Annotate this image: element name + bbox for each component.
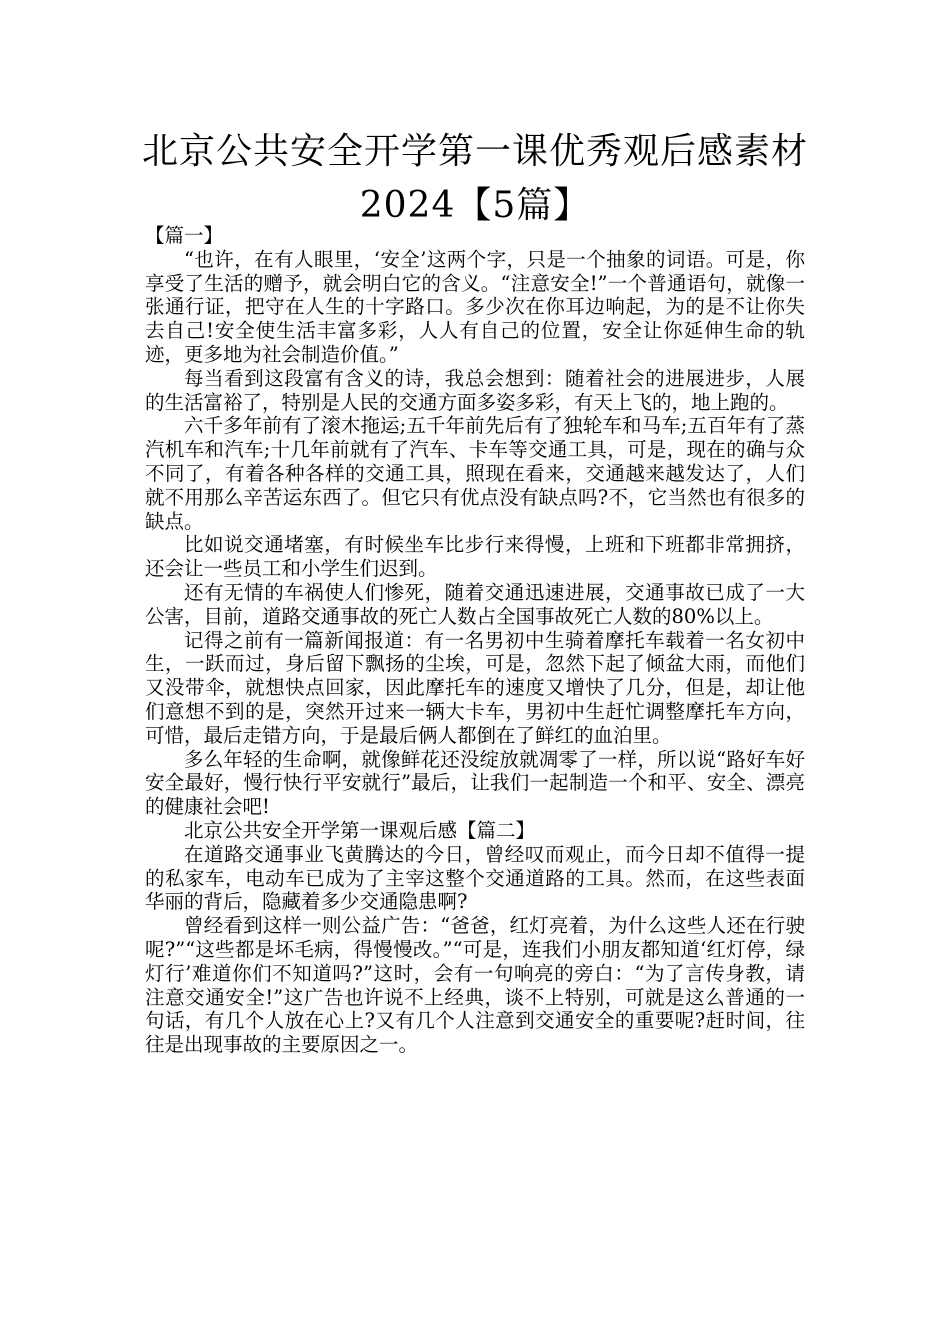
body-paragraph: 比如说交通堵塞，有时候坐车比步行来得慢，上班和下班都非常拥挤，还会让一些员工和小学生们迟到。	[145, 533, 805, 581]
document-title-line-1: 北京公共安全开学第一课优秀观后感素材	[141, 131, 808, 172]
document-body	[145, 224, 805, 1057]
document-title-line-2: 2024【5篇】	[359, 185, 591, 226]
body-paragraph: 六千多年前有了滚木拖运;五千年前先后有了独轮车和马车;五百年有了蒸汽机车和汽车;十几年前就有了汽车、卡车等交通工具，可是，现在的确与众不同了，有着各种各样的交通工具，照现在看来，交通越来越发达了，人们就不用那么辛苦运东西了。但它只有优点没有缺点吗?不，它当然也有很多的缺点。	[145, 414, 805, 533]
body-paragraph: 曾经看到这样一则公益广告：“爸爸，红灯亮着，为什么这些人还在行驶呢?”“这些都是坏毛病，得慢慢改。”“可是，连我们小朋友都知道‘红灯停，绿灯行’难道你们不知道吗?”这时，会有一句响亮的旁白：“为了言传身教，请注意交通安全!”这广告也许说不上经典，谈不上特别，可就是这么普通的一句话，有几个人放在心上?又有几个人注意到交通安全的重要呢?赶时间，往往是出现事故的主要原因之一。	[145, 914, 805, 1057]
body-paragraph: 记得之前有一篇新闻报道：有一名男初中生骑着摩托车载着一名女初中生，一跃而过，身后留下飘扬的尘埃，可是，忽然下起了倾盆大雨，而他们又没带伞，就想快点回家，因此摩托车的速度又增快了几分，但是，却让他们意想不到的是，突然开过来一辆大卡车，男初中生赶忙调整摩托车方向，可惜，最后走错方向，于是最后俩人都倒在了鲜红的血泊里。	[145, 628, 805, 747]
body-paragraph: 多么年轻的生命啊，就像鲜花还没绽放就凋零了一样，所以说“路好车好安全最好，慢行快行平安就行”最后，让我们一起制造一个和平、安全、漂亮的健康社会吧!	[145, 747, 805, 819]
body-paragraph: 在道路交通事业飞黄腾达的今日，曾经叹而观止，而今日却不值得一提的私家车，电动车已成为了主宰这整个交通道路的工具。然而，在这些表面华丽的背后，隐藏着多少交通隐患啊?	[145, 842, 805, 914]
body-paragraph: 【篇一】	[145, 224, 224, 247]
body-paragraph: 还有无情的车祸使人们惨死，随着交通迅速进展，交通事故已成了一大公害，目前，道路交通事故的死亡人数占全国事故死亡人数的80%以上。	[145, 580, 805, 628]
body-paragraph: “也许，在有人眼里，‘安全’这两个字，只是一个抽象的词语。可是，你享受了生活的赠予，就会明白它的含义。“注意安全!”一个普通语句，就像一张通行证，把守在人生的十字路口。多少次在你耳边响起，为的是不让你失去自己!安全使生活丰富多彩，人人有自己的位置，安全让你延伸生命的轨迹，更多地为社会制造价值。”	[145, 247, 805, 366]
body-paragraph: 每当看到这段富有含义的诗，我总会想到：随着社会的进展进步，人展的生活富裕了，特别是人民的交通方面多姿多彩，有天上飞的，地上跑的。	[145, 366, 805, 414]
body-paragraph: 北京公共安全开学第一课观后感【篇二】	[184, 818, 536, 842]
